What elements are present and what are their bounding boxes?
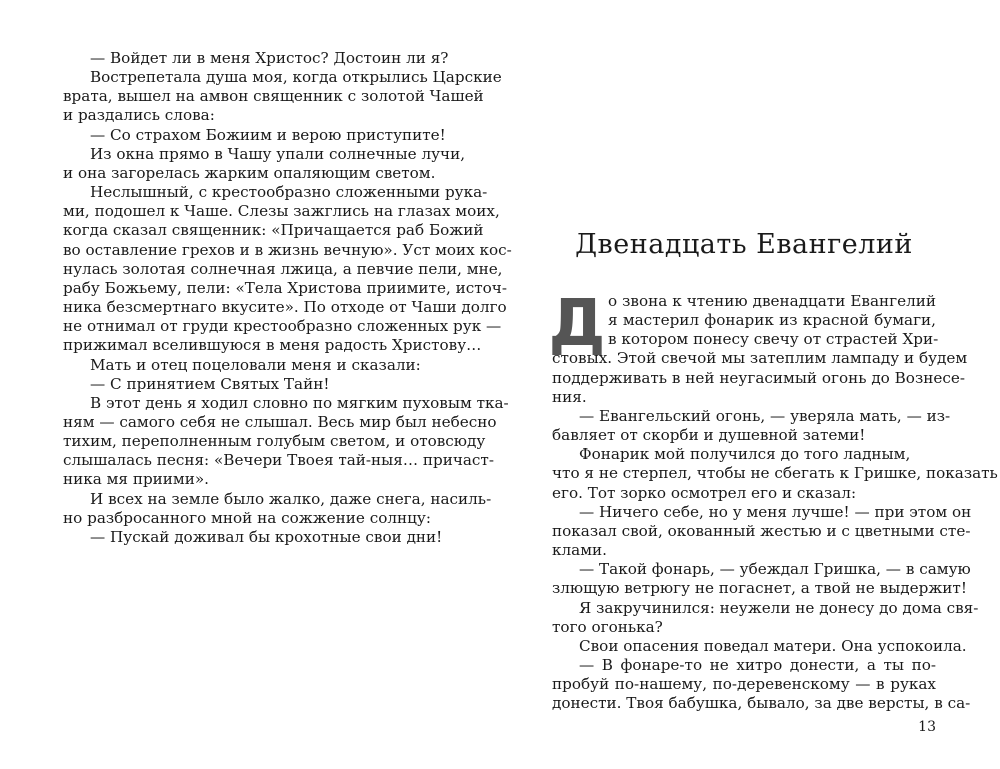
- text-line: — Пускай доживал бы крохотные свои дни!: [90, 527, 443, 546]
- drop-cap-glyph: [548, 287, 606, 361]
- svg-text:Д: Д: [548, 287, 606, 361]
- text-line: — В фонаре-то не хитро донести, а ты по-: [579, 655, 936, 674]
- text-line: когда сказал священник: «Причащается раб Божий: [63, 221, 484, 240]
- text-line: Из окна прямо в Чашу упали солнечные лучи,: [90, 144, 466, 163]
- right-page-text: [548, 287, 998, 713]
- text-line: того огонька?: [552, 617, 663, 636]
- text-line: прижимал вселившуюся в меня радость Христову…: [63, 336, 482, 355]
- text-line: и раздались слова:: [63, 106, 215, 125]
- chapter-title: Двенадцать Евангелий: [575, 229, 913, 260]
- text-line: но разбросанного мной на сожжение солнцу:: [63, 508, 431, 527]
- text-line: клами.: [552, 541, 607, 560]
- text-line: поддерживать в ней неугасимый огонь до Вознесе-: [552, 368, 965, 387]
- text-line: ням — самого себя не слышал. Весь мир был небесно: [63, 412, 497, 431]
- page-number: 13: [918, 719, 936, 735]
- text-line: Фонарик мой получился до того ладным,: [579, 445, 911, 464]
- text-line: показал свой, окованный жестью и с цветными сте-: [552, 521, 971, 540]
- text-line: рабу Божьему, пели: «Тела Христова приимите, источ-: [63, 278, 507, 297]
- text-line: — Ничего себе, но у меня лучше! — при этом он: [579, 502, 972, 521]
- text-line: во оставление грехов и в жизнь вечную». Уст моих кос-: [63, 240, 512, 259]
- text-line: — Такой фонарь, — убеждал Гришка, — в самую: [579, 560, 971, 579]
- text-line: нулась золотая солнечная лжица, а певчие пели, мне,: [63, 259, 503, 278]
- text-line: стовых. Этой свечой мы затеплим лампаду и будем: [552, 349, 968, 368]
- text-line: я мастерил фонарик из красной бумаги,: [608, 311, 936, 330]
- text-line: тихим, переполненным голубым светом, и отовсюду: [63, 432, 486, 451]
- text-line: слышалась песня: «Вечери Твоея тай-ныя… причаст-: [63, 451, 494, 470]
- text-line: бавляет от скорби и душевной затеми!: [552, 426, 866, 445]
- text-line: что я не стерпел, чтобы не сбегать к Гришке, показать: [552, 464, 998, 483]
- text-line: врата, вышел на амвон священник с золотой Чашей: [63, 87, 484, 106]
- text-line: донести. Твоя бабушка, бывало, за две версты, в са-: [552, 694, 971, 713]
- text-line: ника безсмертнаго вкусите». По отходе от Чаши долго: [63, 298, 507, 317]
- text-line: Неслышный, с крестообразно сложенными рука-: [90, 183, 488, 202]
- text-line: пробуй по-нашему, по-деревенскому — в руках: [552, 675, 936, 694]
- text-line: ния.: [552, 387, 587, 406]
- text-line: ми, подошел к Чаше. Слезы зажглись на глазах моих,: [63, 202, 500, 221]
- text-line: в котором понесу свечу от страстей Хри-: [608, 330, 939, 349]
- text-line: ника мя приими».: [63, 470, 209, 489]
- text-line: — Войдет ли в меня Христос? Достоин ли я?: [90, 49, 449, 67]
- left-page-text: [63, 49, 512, 547]
- text-line: и она загорелась жарким опаляющим светом.: [63, 163, 436, 182]
- text-line: — Со страхом Божиим и верою приступите!: [90, 125, 446, 144]
- text-line: злющую ветрюгу не погаснет, а твой не выдержит!: [552, 579, 967, 598]
- text-line: Мать и отец поцеловали меня и сказали:: [90, 355, 421, 374]
- text-line: не отнимал от груди крестообразно сложенных рук —: [63, 317, 502, 336]
- text-line: — Евангельский огонь, — уверяла мать, — из-: [579, 406, 951, 425]
- text-line: Вострепетала душа моя, когда открылись Царские: [90, 68, 502, 87]
- text-line: В этот день я ходил словно по мягким пуховым тка-: [90, 393, 509, 412]
- text-line: Свои опасения поведал матери. Она успокоила.: [579, 636, 967, 655]
- text-line: И всех на земле было жалко, даже снега, насиль-: [90, 489, 492, 508]
- text-line: о звона к чтению двенадцати Евангелий: [608, 292, 936, 310]
- text-line: — С принятием Святых Тайн!: [90, 374, 330, 393]
- text-line: Я закручинился: неужели не донесу до дома свя-: [579, 598, 979, 617]
- text-line: его. Тот зорко осмотрел его и сказал:: [552, 483, 857, 502]
- drop-cap: [548, 287, 606, 361]
